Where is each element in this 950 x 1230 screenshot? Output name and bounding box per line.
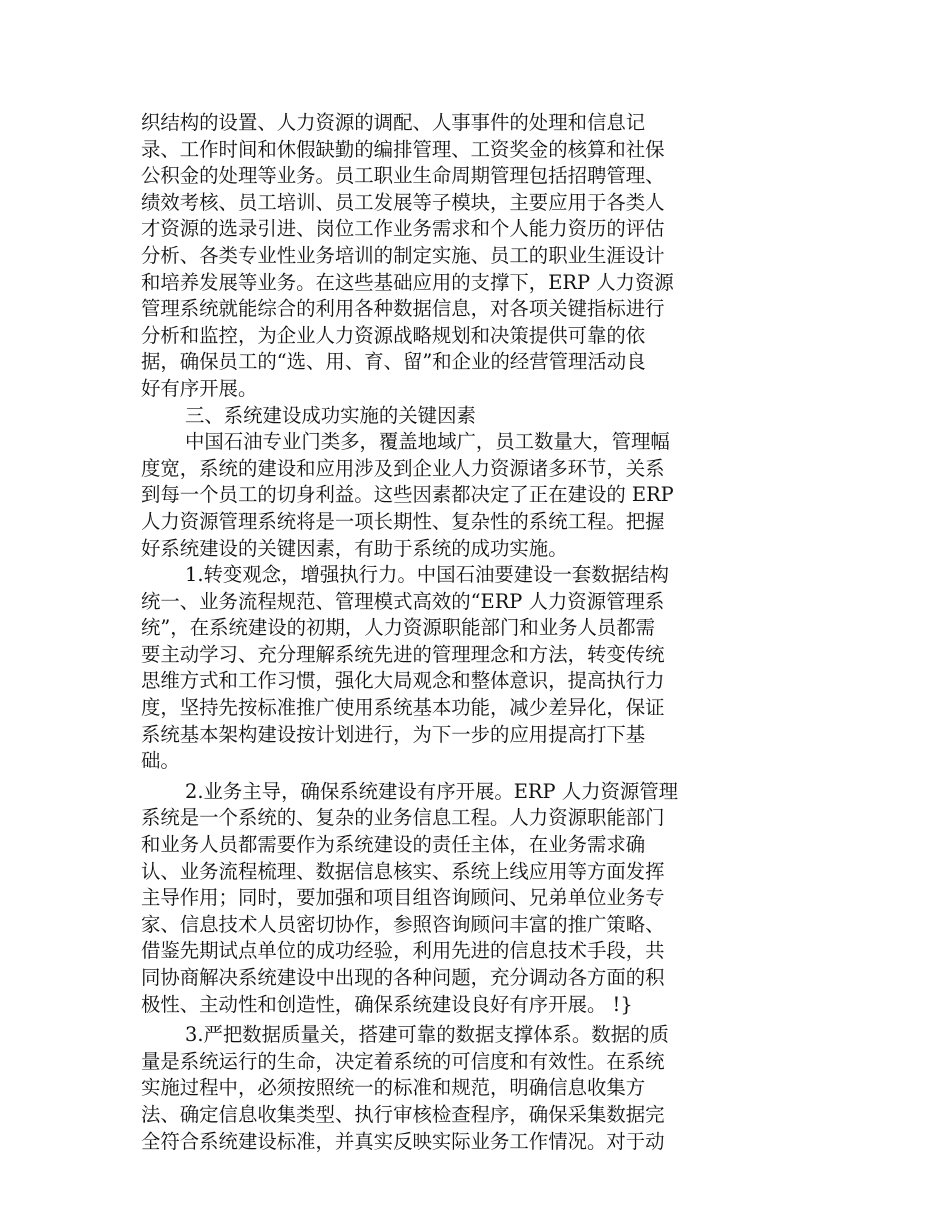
- text-line: 法、确定信息收集类型、执行审核检查程序，确保采集数据完: [141, 1102, 665, 1126]
- text-line: 系统基本架构建设按计划进行，为下一步的应用提高打下基: [141, 722, 646, 746]
- text-line: 家、信息技术人员密切协作，参照咨询顾问丰富的推广策略、: [141, 912, 665, 936]
- paragraph: [141, 562, 731, 775]
- text-line: 全符合系统建设标准，并真实反映实际业务工作情况。对于动: [141, 1129, 665, 1153]
- text-line: 度，坚持先按标准推广使用系统基本功能，减少差异化，保证: [141, 696, 665, 720]
- text-line: 统一、业务流程规范、管理模式高效的“ERP 人力资源管理系: [141, 589, 665, 613]
- text-line: 好系统建设的关键因素，有助于系统的成功实施。: [141, 536, 568, 560]
- text-line: 织结构的设置、人力资源的调配、人事事件的处理和信息记: [141, 111, 646, 134]
- text-line: 和业务人员都需要作为系统建设的责任主体，在业务需求确: [141, 833, 646, 857]
- text-line: 思维方式和工作习惯，强化大局观念和整体意识，提高执行力: [141, 669, 665, 693]
- text-line: 量是系统运行的生命，决定着系统的可信度和有效性。在系统: [141, 1049, 665, 1073]
- text-line: 中国石油专业门类多，覆盖地域广，员工数量大，管理幅: [185, 430, 670, 454]
- text-line: 实施过程中，必须按照统一的标准和规范，明确信息收集方: [141, 1076, 646, 1100]
- text-line: 2.业务主导，确保系统建设有序开展。ERP 人力资源管理: [185, 779, 679, 803]
- paragraph: [141, 429, 731, 562]
- text-line: 好有序开展。: [141, 376, 258, 400]
- text-line: 度宽，系统的建设和应用涉及到企业人力资源诸多环节，关系: [141, 456, 665, 480]
- text-line: 据，确保员工的“选、用、育、留”和企业的经营管理活动良: [141, 350, 646, 374]
- section-heading: [141, 403, 731, 430]
- text-line: 和培养发展等业务。在这些基础应用的支撑下，ERP 人力资源: [141, 270, 674, 294]
- text-line: 分析、各类专业性业务培训的制定实施、员工的职业生涯设计: [141, 243, 665, 267]
- paragraph: [141, 779, 731, 1018]
- text-line: 录、工作时间和休假缺勤的编排管理、工资奖金的核算和社保: [141, 137, 665, 161]
- text-line: 绩效考核、员工培训、员工发展等子模块，主要应用于各类人: [141, 190, 665, 214]
- text-line: 3.严把数据质量关，搭建可靠的数据支撑体系。数据的质: [185, 1023, 669, 1047]
- text-line: 极性、主动性和创造性，确保系统建设良好有序开展。 !}: [141, 992, 633, 1016]
- text-line: 人力资源管理系统将是一项长期性、复杂性的系统工程。把握: [141, 509, 665, 533]
- text-line: 公积金的处理等业务。员工职业生命周期管理包括招聘管理、: [141, 164, 665, 188]
- text-line: 础。: [141, 749, 180, 773]
- text-line: 管理系统就能综合的利用各种数据信息，对各项关键指标进行: [141, 297, 665, 321]
- paragraph: [141, 1022, 731, 1155]
- document-body: [141, 110, 731, 1155]
- text-line: 认、业务流程梳理、数据信息核实、系统上线应用等方面发挥: [141, 859, 665, 883]
- text-line: 分析和监控，为企业人力资源战略规划和决策提供可靠的依: [141, 323, 646, 347]
- text-line: 到每一个员工的切身利益。这些因素都决定了正在建设的 ERP: [141, 483, 674, 507]
- text-line: 要主动学习、充分理解系统先进的管理理念和方法，转变传统: [141, 642, 665, 666]
- text-line: 1.转变观念，增强执行力。中国石油要建设一套数据结构: [185, 563, 669, 587]
- paragraph: [141, 110, 731, 403]
- text-line: 主导作用；同时，要加强和项目组咨询顾问、兄弟单位业务专: [141, 886, 665, 910]
- text-line: 才资源的选录引进、岗位工作业务需求和个人能力资历的评估: [141, 217, 665, 241]
- text-line: 借鉴先期试点单位的成功经验，利用先进的信息技术手段，共: [141, 939, 665, 963]
- text-line: 统”，在系统建设的初期，人力资源职能部门和业务人员都需: [141, 616, 656, 640]
- text-line: 同协商解决系统建设中出现的各种问题，充分调动各方面的积: [141, 966, 665, 989]
- text-line: 系统是一个系统的、复杂的业务信息工程。人力资源职能部门: [141, 806, 665, 830]
- text-line: 三、系统建设成功实施的关键因素: [185, 403, 476, 427]
